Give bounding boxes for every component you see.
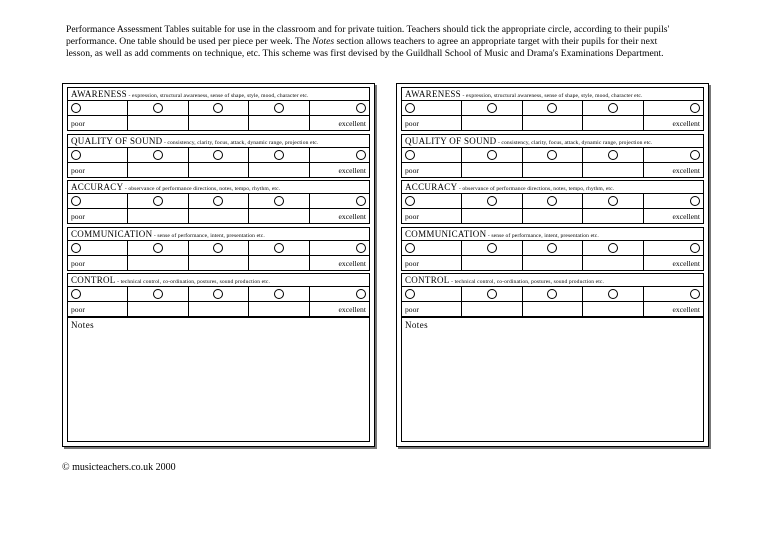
criterion-name: QUALITY OF SOUND — [405, 136, 497, 146]
rating-circle-icon[interactable] — [690, 243, 700, 253]
scale-cell — [402, 208, 462, 224]
criterion-title — [67, 87, 370, 100]
rating-circle-icon[interactable] — [547, 243, 557, 253]
criterion-block — [67, 180, 370, 224]
scale-cell — [68, 162, 128, 178]
criterion-name: CONTROL — [405, 275, 450, 285]
criterion-description: - consistency, clarity, focus, attack, dynamic range, projection etc. — [162, 140, 319, 146]
criterion-title — [67, 273, 370, 286]
rating-scale-row — [67, 162, 370, 178]
rating-scale-row — [401, 115, 704, 131]
scale-cell — [189, 301, 249, 317]
rating-circle-icon[interactable] — [71, 150, 81, 160]
scale-high-label: excellent — [672, 305, 700, 314]
scale-cell — [249, 208, 309, 224]
scale-low-label: poor — [71, 259, 85, 268]
scale-cell — [402, 255, 462, 271]
rating-cell — [523, 286, 583, 301]
rating-cell — [644, 240, 704, 255]
criterion-description: - consistency, clarity, focus, attack, dynamic range, projection etc. — [496, 140, 653, 146]
rating-circle-icon[interactable] — [213, 243, 223, 253]
scale-cell — [462, 255, 522, 271]
rating-circle-icon[interactable] — [213, 150, 223, 160]
criterion-block — [401, 273, 704, 317]
rating-cell — [644, 147, 704, 162]
scale-low-label: poor — [405, 119, 419, 128]
rating-cell — [310, 240, 370, 255]
scale-cell — [128, 255, 188, 271]
scale-cell — [249, 301, 309, 317]
criterion-description: - technical control, co-ordination, postures, sound production etc. — [115, 279, 270, 285]
rating-circle-icon[interactable] — [71, 103, 81, 113]
scale-low-label: poor — [405, 212, 419, 221]
rating-cell — [310, 193, 370, 208]
criterion-title — [67, 180, 370, 193]
rating-circle-icon[interactable] — [405, 289, 415, 299]
rating-cell — [583, 100, 643, 115]
rating-cell — [68, 193, 128, 208]
rating-circles-row — [67, 286, 370, 301]
notes-box[interactable] — [67, 317, 370, 442]
scale-high-label: excellent — [338, 212, 366, 221]
scale-cell — [310, 115, 370, 131]
rating-cell — [402, 286, 462, 301]
rating-scale-row — [401, 301, 704, 317]
rating-circles-row — [401, 100, 704, 115]
scale-cell — [523, 301, 583, 317]
rating-circle-icon[interactable] — [547, 196, 557, 206]
scale-low-label: poor — [71, 166, 85, 175]
rating-cell — [583, 286, 643, 301]
scale-cell — [402, 301, 462, 317]
rating-scale-row — [401, 162, 704, 178]
criterion-block — [67, 134, 370, 178]
rating-scale-row — [67, 208, 370, 224]
rating-circle-icon[interactable] — [274, 103, 284, 113]
scale-cell — [189, 208, 249, 224]
scale-cell — [189, 255, 249, 271]
rating-cell — [68, 147, 128, 162]
notes-label: Notes — [71, 320, 94, 330]
rating-cell — [128, 147, 188, 162]
scale-cell — [68, 255, 128, 271]
rating-circles-row — [401, 286, 704, 301]
rating-cell — [523, 100, 583, 115]
rating-cell — [249, 100, 309, 115]
scale-cell — [583, 115, 643, 131]
rating-cell — [128, 100, 188, 115]
rating-circle-icon[interactable] — [274, 289, 284, 299]
rating-circles-row — [401, 193, 704, 208]
rating-circle-icon[interactable] — [487, 196, 497, 206]
rating-circle-icon[interactable] — [153, 243, 163, 253]
rating-cell — [402, 193, 462, 208]
rating-circle-icon[interactable] — [608, 150, 618, 160]
rating-cell — [128, 193, 188, 208]
scale-cell — [249, 255, 309, 271]
rating-circle-icon[interactable] — [487, 150, 497, 160]
rating-cell — [402, 100, 462, 115]
rating-circle-icon[interactable] — [487, 289, 497, 299]
intro-notes-emphasis: Notes — [312, 36, 335, 48]
rating-circle-icon[interactable] — [153, 196, 163, 206]
scale-low-label: poor — [405, 259, 419, 268]
scale-cell — [583, 255, 643, 271]
rating-circle-icon[interactable] — [487, 103, 497, 113]
scale-high-label: excellent — [672, 166, 700, 175]
scale-cell — [68, 208, 128, 224]
rating-circle-icon[interactable] — [71, 243, 81, 253]
criterion-name: QUALITY OF SOUND — [71, 136, 163, 146]
criterion-description: - sense of performance, intent, presentation etc. — [486, 233, 599, 239]
rating-cell — [462, 147, 522, 162]
rating-circle-icon[interactable] — [356, 150, 366, 160]
rating-cell — [402, 240, 462, 255]
rating-cell — [402, 147, 462, 162]
rating-circle-icon[interactable] — [71, 196, 81, 206]
scale-cell — [402, 115, 462, 131]
criterion-block — [401, 227, 704, 271]
criterion-name: ACCURACY — [405, 182, 458, 192]
rating-circle-icon[interactable] — [213, 289, 223, 299]
scale-cell — [644, 255, 704, 271]
scale-cell — [402, 162, 462, 178]
rating-cell — [189, 240, 249, 255]
scale-cell — [523, 255, 583, 271]
criterion-description: - sense of performance, intent, presentation etc. — [152, 233, 265, 239]
scale-low-label: poor — [71, 119, 85, 128]
scale-cell — [462, 115, 522, 131]
rating-cell — [644, 100, 704, 115]
scale-cell — [523, 208, 583, 224]
rating-cell — [644, 193, 704, 208]
rating-circles-row — [67, 100, 370, 115]
copyright-footer: © musicteachers.co.uk 2000 — [62, 462, 176, 473]
rating-cell — [462, 193, 522, 208]
scale-high-label: excellent — [338, 166, 366, 175]
criterion-name: COMMUNICATION — [405, 229, 487, 239]
scale-high-label: excellent — [338, 259, 366, 268]
scale-cell — [644, 208, 704, 224]
rating-cell — [249, 147, 309, 162]
rating-circle-icon[interactable] — [608, 289, 618, 299]
rating-circle-icon[interactable] — [608, 103, 618, 113]
rating-cell — [583, 193, 643, 208]
rating-circle-icon[interactable] — [405, 196, 415, 206]
rating-circle-icon[interactable] — [274, 150, 284, 160]
rating-circle-icon[interactable] — [153, 103, 163, 113]
criterion-name: COMMUNICATION — [71, 229, 153, 239]
rating-circle-icon[interactable] — [547, 289, 557, 299]
criterion-block — [67, 273, 370, 317]
scale-cell — [462, 208, 522, 224]
criterion-block — [401, 180, 704, 224]
scale-low-label: poor — [71, 305, 85, 314]
scale-high-label: excellent — [672, 119, 700, 128]
rating-scale-row — [67, 115, 370, 131]
scale-low-label: poor — [405, 305, 419, 314]
criterion-block — [67, 87, 370, 131]
rating-cell — [249, 193, 309, 208]
scale-cell — [128, 208, 188, 224]
rating-cell — [310, 286, 370, 301]
rating-circle-icon[interactable] — [405, 150, 415, 160]
rating-cell — [462, 100, 522, 115]
scale-cell — [128, 301, 188, 317]
intro-line-2b: section allows teachers to agree an appropriate target with their pupils for their next — [334, 36, 658, 48]
rating-cell — [523, 147, 583, 162]
intro-line-2a: performance. One table should be used per piece per week. The — [66, 36, 313, 48]
rating-cell — [583, 240, 643, 255]
rating-circle-icon[interactable] — [690, 150, 700, 160]
scale-cell — [583, 208, 643, 224]
scale-low-label: poor — [71, 212, 85, 221]
scale-high-label: excellent — [338, 119, 366, 128]
rating-cell — [523, 193, 583, 208]
rating-cell — [523, 240, 583, 255]
rating-circles-row — [401, 147, 704, 162]
rating-circle-icon[interactable] — [405, 103, 415, 113]
criterion-block — [401, 134, 704, 178]
rating-circle-icon[interactable] — [356, 243, 366, 253]
scale-cell — [310, 301, 370, 317]
rating-circles-row — [67, 147, 370, 162]
rating-circle-icon[interactable] — [487, 243, 497, 253]
rating-cell — [68, 100, 128, 115]
rating-circle-icon[interactable] — [213, 103, 223, 113]
rating-circle-icon[interactable] — [213, 196, 223, 206]
rating-scale-row — [401, 208, 704, 224]
scale-cell — [189, 162, 249, 178]
scale-cell — [462, 162, 522, 178]
rating-circle-icon[interactable] — [153, 289, 163, 299]
scale-cell — [644, 115, 704, 131]
rating-circle-icon[interactable] — [71, 289, 81, 299]
criterion-description: - expression, structural awareness, sense of shape, style, mood, character etc. — [126, 93, 309, 99]
rating-circle-icon[interactable] — [405, 243, 415, 253]
rating-cell — [189, 100, 249, 115]
criterion-name: ACCURACY — [71, 182, 124, 192]
rating-scale-row — [67, 301, 370, 317]
rating-circle-icon[interactable] — [356, 196, 366, 206]
rating-cell — [583, 147, 643, 162]
rating-circle-icon[interactable] — [690, 196, 700, 206]
rating-cell — [128, 240, 188, 255]
scale-cell — [128, 162, 188, 178]
rating-cell — [128, 286, 188, 301]
criterion-description: - technical control, co-ordination, postures, sound production etc. — [449, 279, 604, 285]
rating-circles-row — [401, 240, 704, 255]
scale-high-label: excellent — [672, 212, 700, 221]
scale-cell — [583, 162, 643, 178]
rating-circle-icon[interactable] — [608, 243, 618, 253]
criterion-block — [67, 227, 370, 271]
scale-cell — [644, 301, 704, 317]
scale-cell — [310, 162, 370, 178]
scale-cell — [68, 115, 128, 131]
rating-circle-icon[interactable] — [608, 196, 618, 206]
rating-circles-row — [67, 193, 370, 208]
scale-high-label: excellent — [338, 305, 366, 314]
scale-cell — [583, 301, 643, 317]
criterion-name: AWARENESS — [405, 89, 461, 99]
rating-circle-icon[interactable] — [356, 289, 366, 299]
assessment-table-left — [62, 83, 375, 447]
rating-scale-row — [401, 255, 704, 271]
rating-cell — [68, 240, 128, 255]
rating-cell — [462, 286, 522, 301]
intro-line-2 — [66, 36, 706, 48]
rating-circle-icon[interactable] — [356, 103, 366, 113]
criterion-title — [67, 227, 370, 240]
scale-cell — [644, 162, 704, 178]
criterion-name: AWARENESS — [71, 89, 127, 99]
rating-cell — [644, 286, 704, 301]
rating-circle-icon[interactable] — [274, 196, 284, 206]
criterion-block — [401, 87, 704, 131]
rating-scale-row — [67, 255, 370, 271]
scale-cell — [189, 115, 249, 131]
rating-cell — [462, 240, 522, 255]
rating-cell — [68, 286, 128, 301]
notes-label: Notes — [405, 320, 428, 330]
criterion-title — [401, 180, 704, 193]
scale-cell — [249, 115, 309, 131]
scale-cell — [310, 208, 370, 224]
rating-cell — [249, 286, 309, 301]
criterion-title — [401, 87, 704, 100]
criterion-description: - observance of performance directions, notes, tempo, rhythm, etc. — [457, 186, 615, 192]
scale-cell — [68, 301, 128, 317]
rating-circle-icon[interactable] — [690, 103, 700, 113]
rating-cell — [249, 240, 309, 255]
rating-circle-icon[interactable] — [153, 150, 163, 160]
scale-cell — [128, 115, 188, 131]
rating-cell — [310, 100, 370, 115]
criterion-title — [401, 273, 704, 286]
intro-line-3: lesson, as well as add comments on technique, etc. This scheme was first devised by the Guildhall School of Music and Drama's Examinations Department. — [66, 48, 664, 60]
scale-cell — [523, 162, 583, 178]
criterion-description: - observance of performance directions, notes, tempo, rhythm, etc. — [123, 186, 281, 192]
criterion-name: CONTROL — [71, 275, 116, 285]
rating-cell — [189, 193, 249, 208]
rating-circle-icon[interactable] — [547, 103, 557, 113]
notes-box[interactable] — [401, 317, 704, 442]
rating-cell — [189, 286, 249, 301]
rating-cell — [310, 147, 370, 162]
scale-cell — [310, 255, 370, 271]
rating-cell — [189, 147, 249, 162]
rating-circle-icon[interactable] — [274, 243, 284, 253]
rating-circle-icon[interactable] — [690, 289, 700, 299]
scale-cell — [462, 301, 522, 317]
scale-cell — [523, 115, 583, 131]
assessment-table-right — [396, 83, 709, 447]
rating-circle-icon[interactable] — [547, 150, 557, 160]
criterion-description: - expression, structural awareness, sense of shape, style, mood, character etc. — [460, 93, 643, 99]
scale-cell — [249, 162, 309, 178]
criterion-title — [401, 227, 704, 240]
rating-circles-row — [67, 240, 370, 255]
intro-line-1: Performance Assessment Tables suitable for use in the classroom and for private tuition. Teachers should tick the appropriate circle, according to their pupils' — [66, 24, 670, 35]
scale-high-label: excellent — [672, 259, 700, 268]
criterion-title — [401, 134, 704, 147]
scale-low-label: poor — [405, 166, 419, 175]
intro-text — [66, 24, 706, 61]
criterion-title — [67, 134, 370, 147]
